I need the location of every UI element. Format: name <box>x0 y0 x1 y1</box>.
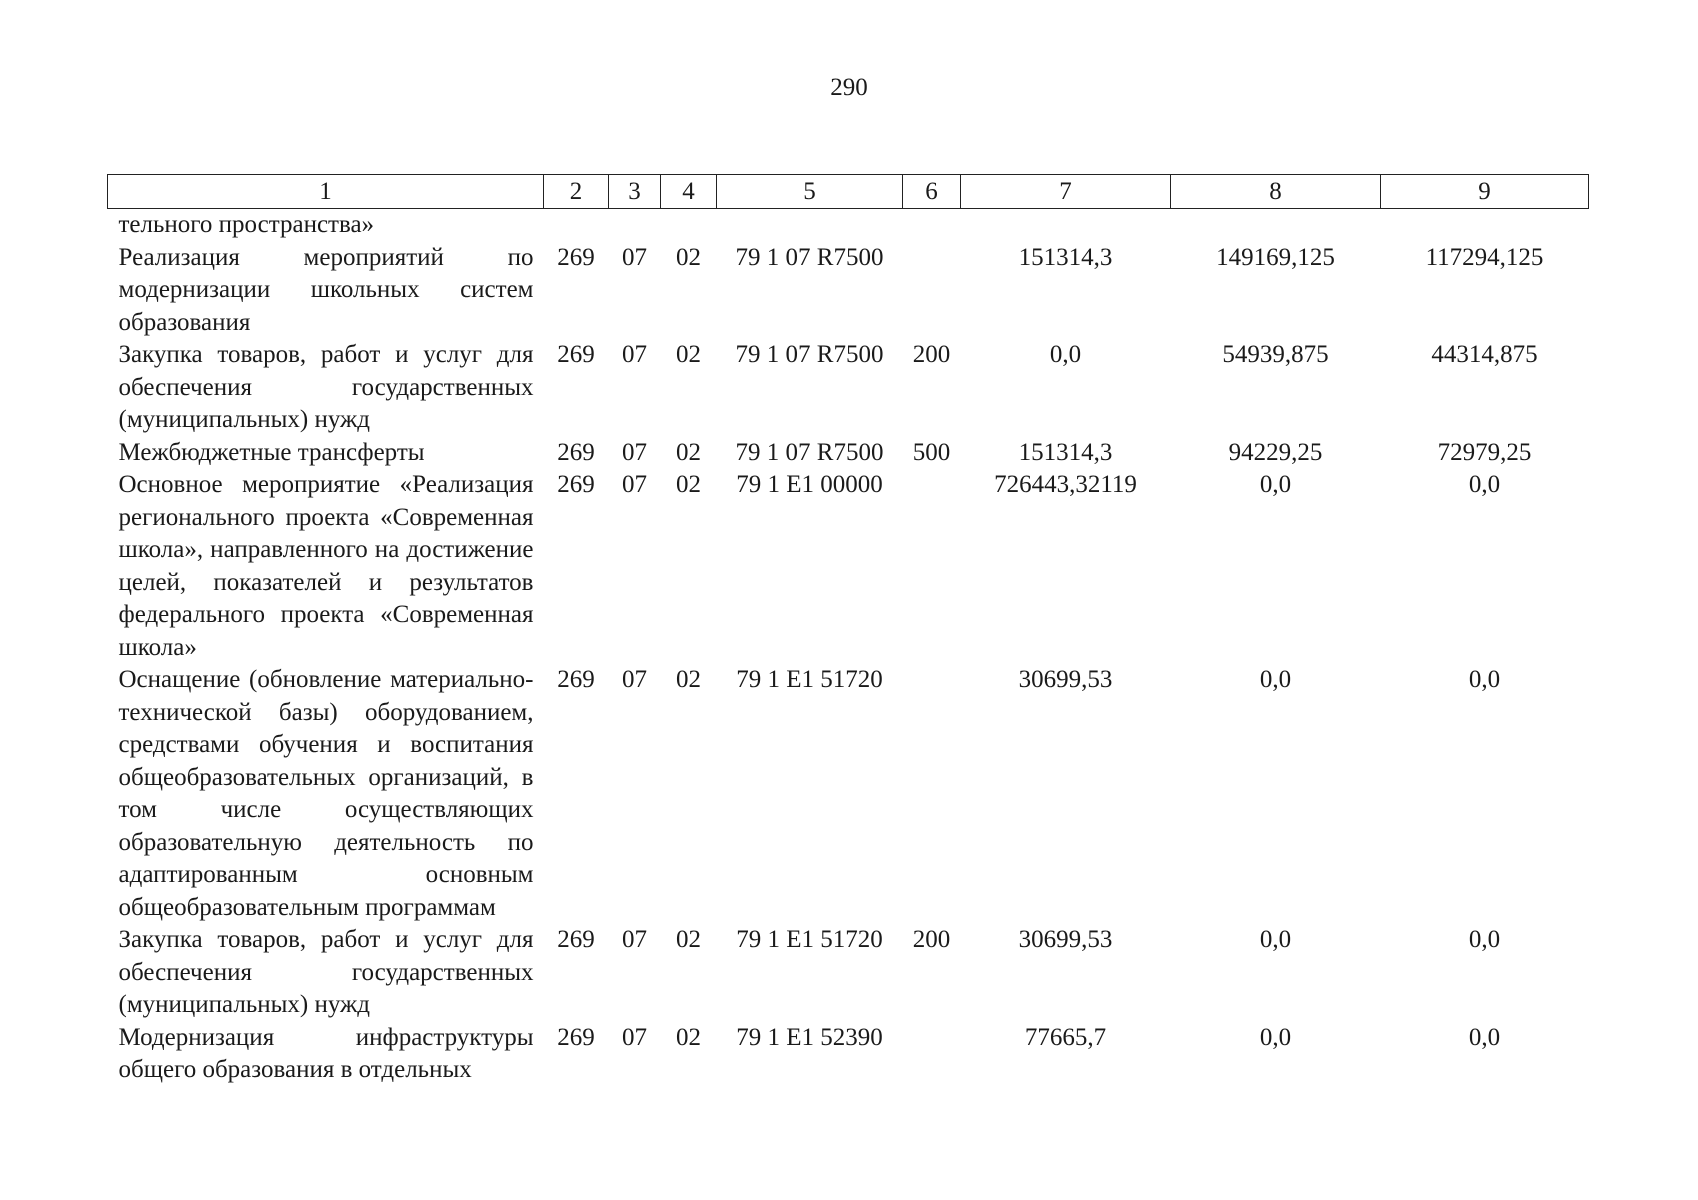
page-number: 290 <box>830 74 868 101</box>
cell-subsection: 02 <box>676 471 701 498</box>
cell-subsection: 02 <box>676 438 701 466</box>
cell-amount-col8: 54939,875 <box>1222 341 1329 368</box>
table-row <box>108 924 1589 1022</box>
cell-section: 07 <box>622 243 647 271</box>
table-row <box>108 209 1589 242</box>
cell-expense-type <box>903 1022 961 1087</box>
cell-subsection: 02 <box>676 341 701 368</box>
cell-expense-type <box>903 469 961 664</box>
cell-amount-col9 <box>1381 209 1589 242</box>
row-description: Реализация мероприятий по модернизации школьных систем образования <box>118 243 534 336</box>
header-row <box>108 175 1589 209</box>
header-cell: 8 <box>1171 175 1381 209</box>
cell-subsection: 02 <box>676 926 701 953</box>
table-header <box>108 175 1589 209</box>
header-cell: 6 <box>903 175 961 209</box>
cell-subsection: 02 <box>676 666 701 693</box>
cell-admin-code: 269 <box>557 438 595 466</box>
cell-amount-col7: 0,0 <box>1049 341 1082 368</box>
cell-amount-col7 <box>961 209 1171 242</box>
cell-section: 07 <box>622 438 647 466</box>
cell-target-article: 79 1 07 R7500 <box>735 438 884 466</box>
cell-admin-code: 269 <box>557 666 595 693</box>
header-cell: 9 <box>1381 175 1589 209</box>
table-row <box>108 339 1589 437</box>
cell-section: 07 <box>622 471 647 498</box>
table-row <box>108 242 1589 340</box>
cell-amount-col7: 30699,53 <box>1018 666 1113 693</box>
cell-amount-col8: 0,0 <box>1259 926 1292 953</box>
cell-subsection: 02 <box>676 1023 701 1051</box>
cell-amount-col9: 44314,875 <box>1431 341 1538 368</box>
header-cell: 1 <box>108 175 544 209</box>
header-cell: 5 <box>717 175 903 209</box>
cell-section: 07 <box>622 666 647 693</box>
cell-amount-col9: 0,0 <box>1468 666 1501 693</box>
row-description: Межбюджетные трансферты <box>118 438 425 466</box>
cell-target-article: 79 1 E1 51720 <box>736 666 883 693</box>
cell-amount-col9: 117294,125 <box>1425 243 1544 271</box>
cell-expense-type: 200 <box>912 926 951 953</box>
cell-amount-col8 <box>1171 209 1381 242</box>
cell-amount-col7: 30699,53 <box>1018 926 1113 953</box>
cell-amount-col9: 0,0 <box>1468 926 1501 953</box>
table-row <box>108 437 1589 470</box>
cell-admin-code: 269 <box>557 341 595 368</box>
cell-target-article <box>717 209 903 242</box>
cell-amount-col8: 149169,125 <box>1216 243 1335 271</box>
row-description: тельного пространства» <box>118 211 375 238</box>
cell-section <box>609 209 661 242</box>
row-description: Закупка товаров, работ и услуг для обеспечения государственных (муниципальных) нужд <box>118 926 534 1018</box>
cell-section: 07 <box>622 341 647 368</box>
cell-target-article: 79 1 E1 51720 <box>736 926 883 953</box>
budget-table <box>107 174 1589 1087</box>
cell-amount-col8: 0,0 <box>1259 666 1292 693</box>
cell-admin-code: 269 <box>557 243 595 271</box>
table-row <box>108 1022 1589 1087</box>
cell-amount-col8: 0,0 <box>1259 471 1292 498</box>
cell-amount-col7: 151314,3 <box>1018 243 1113 271</box>
cell-target-article: 79 1 07 R7500 <box>735 341 884 368</box>
row-description: Оснащение (обновление материально-технической базы) оборудованием, средствами обучения и воспитания общеобразовательных организаций, в том числе осуществляющих образовательную деятельность по адаптированным основным общеобразовательным программам <box>118 666 534 921</box>
header-cell: 4 <box>661 175 717 209</box>
cell-section: 07 <box>622 926 647 953</box>
header-cell: 2 <box>544 175 609 209</box>
cell-amount-col7: 77665,7 <box>1024 1023 1107 1051</box>
cell-expense-type: 200 <box>912 341 951 368</box>
cell-admin-code: 269 <box>557 926 595 953</box>
cell-expense-type <box>903 209 961 242</box>
row-description: Закупка товаров, работ и услуг для обеспечения государственных (муниципальных) нужд <box>118 341 534 433</box>
cell-admin-code: 269 <box>557 471 595 498</box>
cell-target-article: 79 1 07 R7500 <box>735 243 884 271</box>
cell-amount-col9: 72979,25 <box>1437 438 1532 466</box>
cell-expense-type <box>903 664 961 924</box>
cell-section: 07 <box>622 1023 647 1051</box>
row-description: Основное мероприятие «Реализация регионального проекта «Современная школа», направленного на достижение целей, показателей и результатов федерального проекта «Современная школа» <box>118 471 534 661</box>
cell-amount-col7: 151314,3 <box>1018 438 1113 466</box>
row-description: Модернизация инфраструктуры общего образования в отдельных <box>118 1023 534 1083</box>
cell-amount-col8: 0,0 <box>1259 1023 1292 1051</box>
table-body <box>108 209 1589 1087</box>
cell-target-article: 79 1 E1 52390 <box>736 1023 883 1051</box>
cell-target-article: 79 1 E1 00000 <box>736 471 883 498</box>
cell-subsection: 02 <box>676 243 701 271</box>
cell-subsection <box>661 209 717 242</box>
header-cell: 7 <box>961 175 1171 209</box>
cell-admin-code <box>544 209 609 242</box>
cell-amount-col9: 0,0 <box>1468 471 1501 498</box>
cell-expense-type <box>903 242 961 340</box>
cell-amount-col8: 94229,25 <box>1228 438 1323 466</box>
header-cell: 3 <box>609 175 661 209</box>
cell-amount-col7: 726443,32119 <box>994 471 1137 498</box>
cell-admin-code: 269 <box>557 1023 595 1051</box>
table-row <box>108 664 1589 924</box>
cell-amount-col9: 0,0 <box>1468 1023 1501 1051</box>
table-row <box>108 469 1589 664</box>
cell-expense-type: 500 <box>912 438 951 466</box>
